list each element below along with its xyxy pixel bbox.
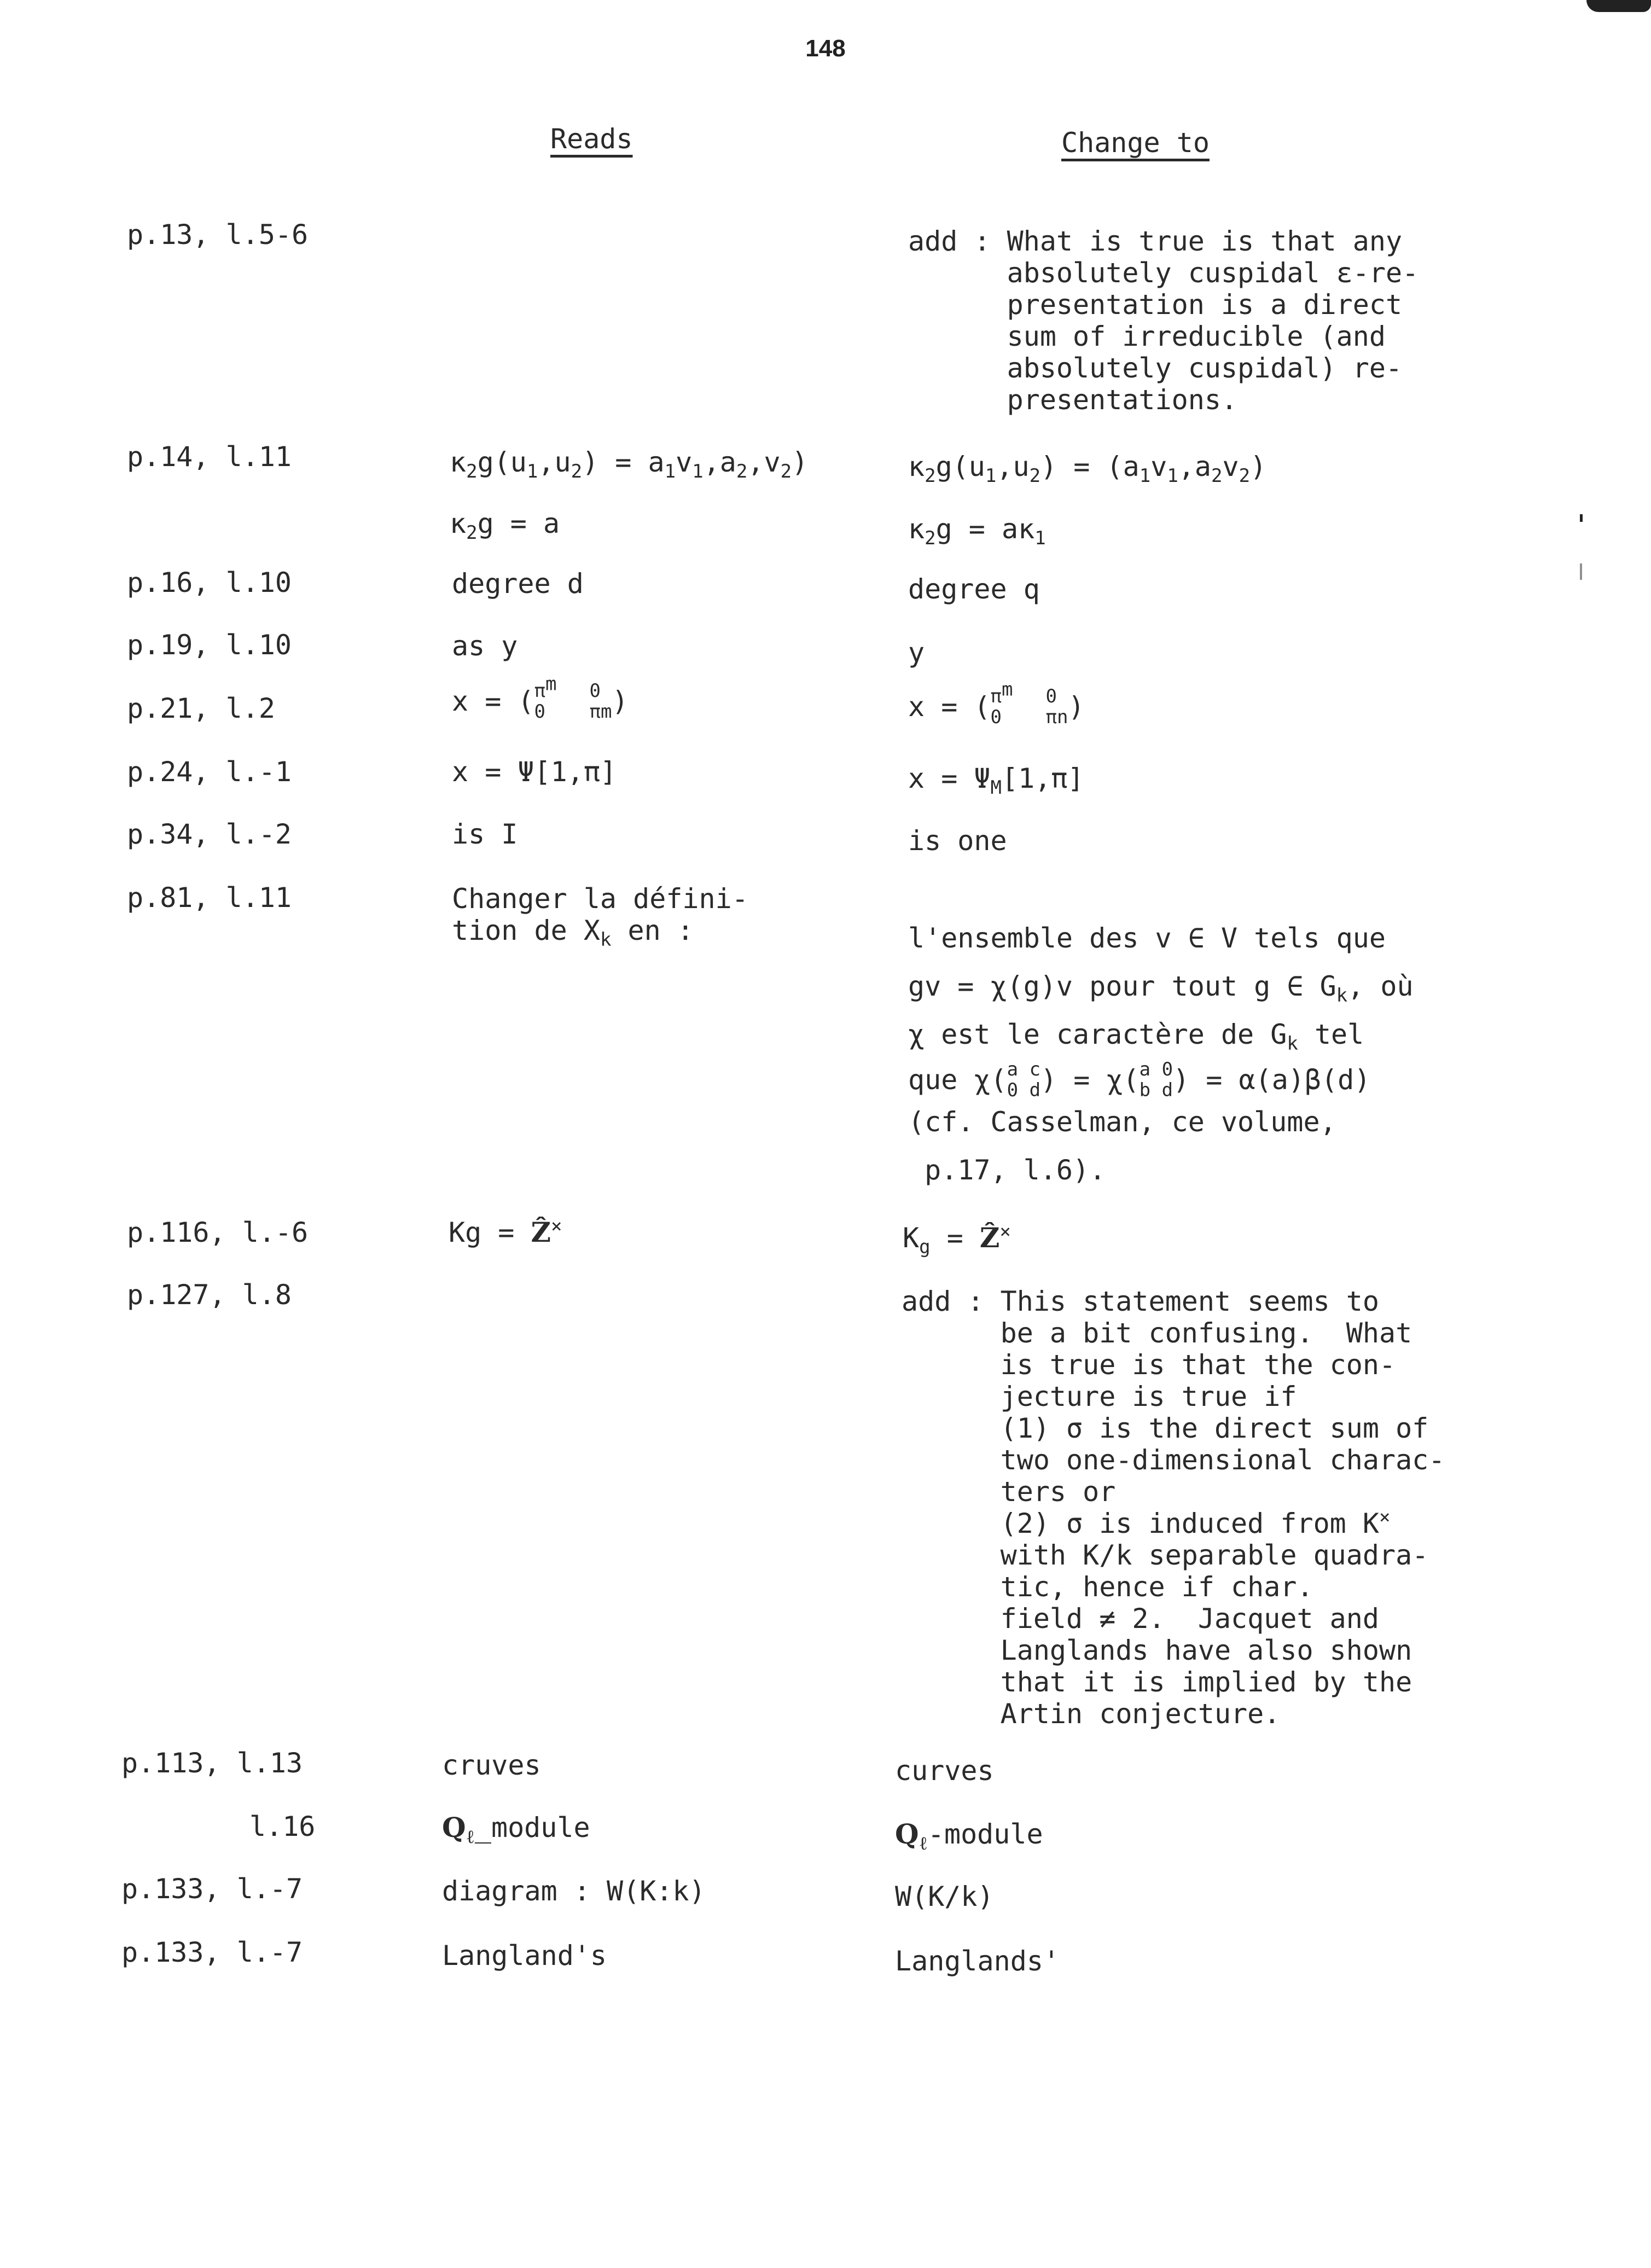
ref-p24: p.24, l.-1 — [127, 756, 292, 788]
reads-header: Reads — [550, 123, 633, 155]
reads-p116: Kg = Ẑ× — [449, 1215, 562, 1248]
change-p133-a: W(K/k) — [895, 1881, 994, 1912]
change-p13: add : What is true is that any absolutely cuspidal ε-re- presentation is a direct sum of irreducible (and absolutely cuspidal) re- presentations. — [908, 225, 1419, 416]
change-p116: $K_g$ = Ẑ× — [903, 1220, 1011, 1258]
change-p19: y — [908, 637, 925, 668]
ref-p21: p.21, l.2 — [127, 693, 275, 724]
reads-p133-b: Langland's — [442, 1940, 607, 1972]
change-p14-line2: $\kappa_2g = a\kappa_1$ — [908, 513, 1046, 549]
reads-p81: Changer la défini- tion de $X_k$ en : — [452, 883, 748, 951]
reads-p21: x = ( $\pi^m$ 0 0 πm ) — [452, 673, 629, 723]
ref-p13: p.13, l.5-6 — [127, 219, 309, 251]
change-l16: $Q_\ell$-module — [895, 1818, 1043, 1854]
change-p113: curves — [895, 1755, 994, 1787]
corner-scan-mark — [1586, 0, 1651, 12]
change-p81: l'ensemble des v ∈ V tels que gv = χ(g)v pour tout g ∈ $G_k$, où χ est le caractère de $G_k$ tel que χ( a c 0 d ) = χ( a 0 b d ) = α(a)β(d) (cf. Casselman, ce volume, p.17, l.6). — [908, 922, 1414, 1186]
reads-p34: is I — [452, 818, 518, 850]
page-number: 148 — [805, 35, 846, 62]
change-p14-line1: $\kappa_2g(u_1,u_2) = (a_1v_1,a_2v_2)$ — [908, 451, 1267, 487]
reads-l16: $Q_\ell\_module$ — [442, 1811, 590, 1848]
change-p24: $x = \Psi_M[1,\pi]$ — [908, 763, 1084, 799]
reads-p133-a: diagram : W(K:k) — [442, 1875, 706, 1907]
ref-p19: p.19, l.10 — [127, 629, 292, 661]
reads-p113: cruves — [442, 1749, 541, 1781]
change-p16: degree q — [908, 573, 1040, 605]
ref-p116: p.116, l.-6 — [127, 1217, 309, 1248]
change-p34: is one — [908, 825, 1007, 857]
ref-p127: p.127, l.8 — [127, 1279, 292, 1311]
change-p133-b: Langlands' — [895, 1945, 1060, 1977]
ref-p81: p.81, l.11 — [127, 882, 292, 914]
change-p127: add : This statement seems to be a bit confusing. What is true is that the con- jecture is true if (1) σ is the direct sum of two one-dimensional charac- ters or (2) σ is induced from K× with K/k separable quadra- tic, hence if char. field ≠ 2. Jacquet and Langlands have also shown that it is implied by the Artin conjecture. — [902, 1286, 1445, 1730]
ref-p16: p.16, l.10 — [127, 567, 292, 598]
scan-speck — [1580, 514, 1583, 522]
scan-speck — [1580, 563, 1582, 580]
ref-p133-a: p.133, l.-7 — [121, 1873, 303, 1905]
ref-l16: l.16 — [249, 1811, 316, 1842]
reads-p24: x = Ψ[1,π] — [452, 756, 617, 788]
ref-p14: p.14, l.11 — [127, 441, 292, 473]
reads-p14-line1: $\kappa_2g(u_1,u_2) = a_1v_1,a_2,v_2$) — [450, 446, 809, 482]
ref-p34: p.34, l.-2 — [127, 818, 292, 850]
change-to-header: Change to — [1061, 127, 1210, 159]
reads-p16: degree d — [452, 568, 584, 600]
change-p21: x = ( $\pi^m$ 0 0 πn ) — [908, 678, 1085, 728]
ref-p133-b: p.133, l.-7 — [121, 1936, 303, 1968]
reads-p14-line2: $\kappa_2g = a$ — [450, 508, 560, 544]
ref-p113: p.113, l.13 — [121, 1747, 303, 1779]
reads-p19: as y — [452, 630, 518, 662]
